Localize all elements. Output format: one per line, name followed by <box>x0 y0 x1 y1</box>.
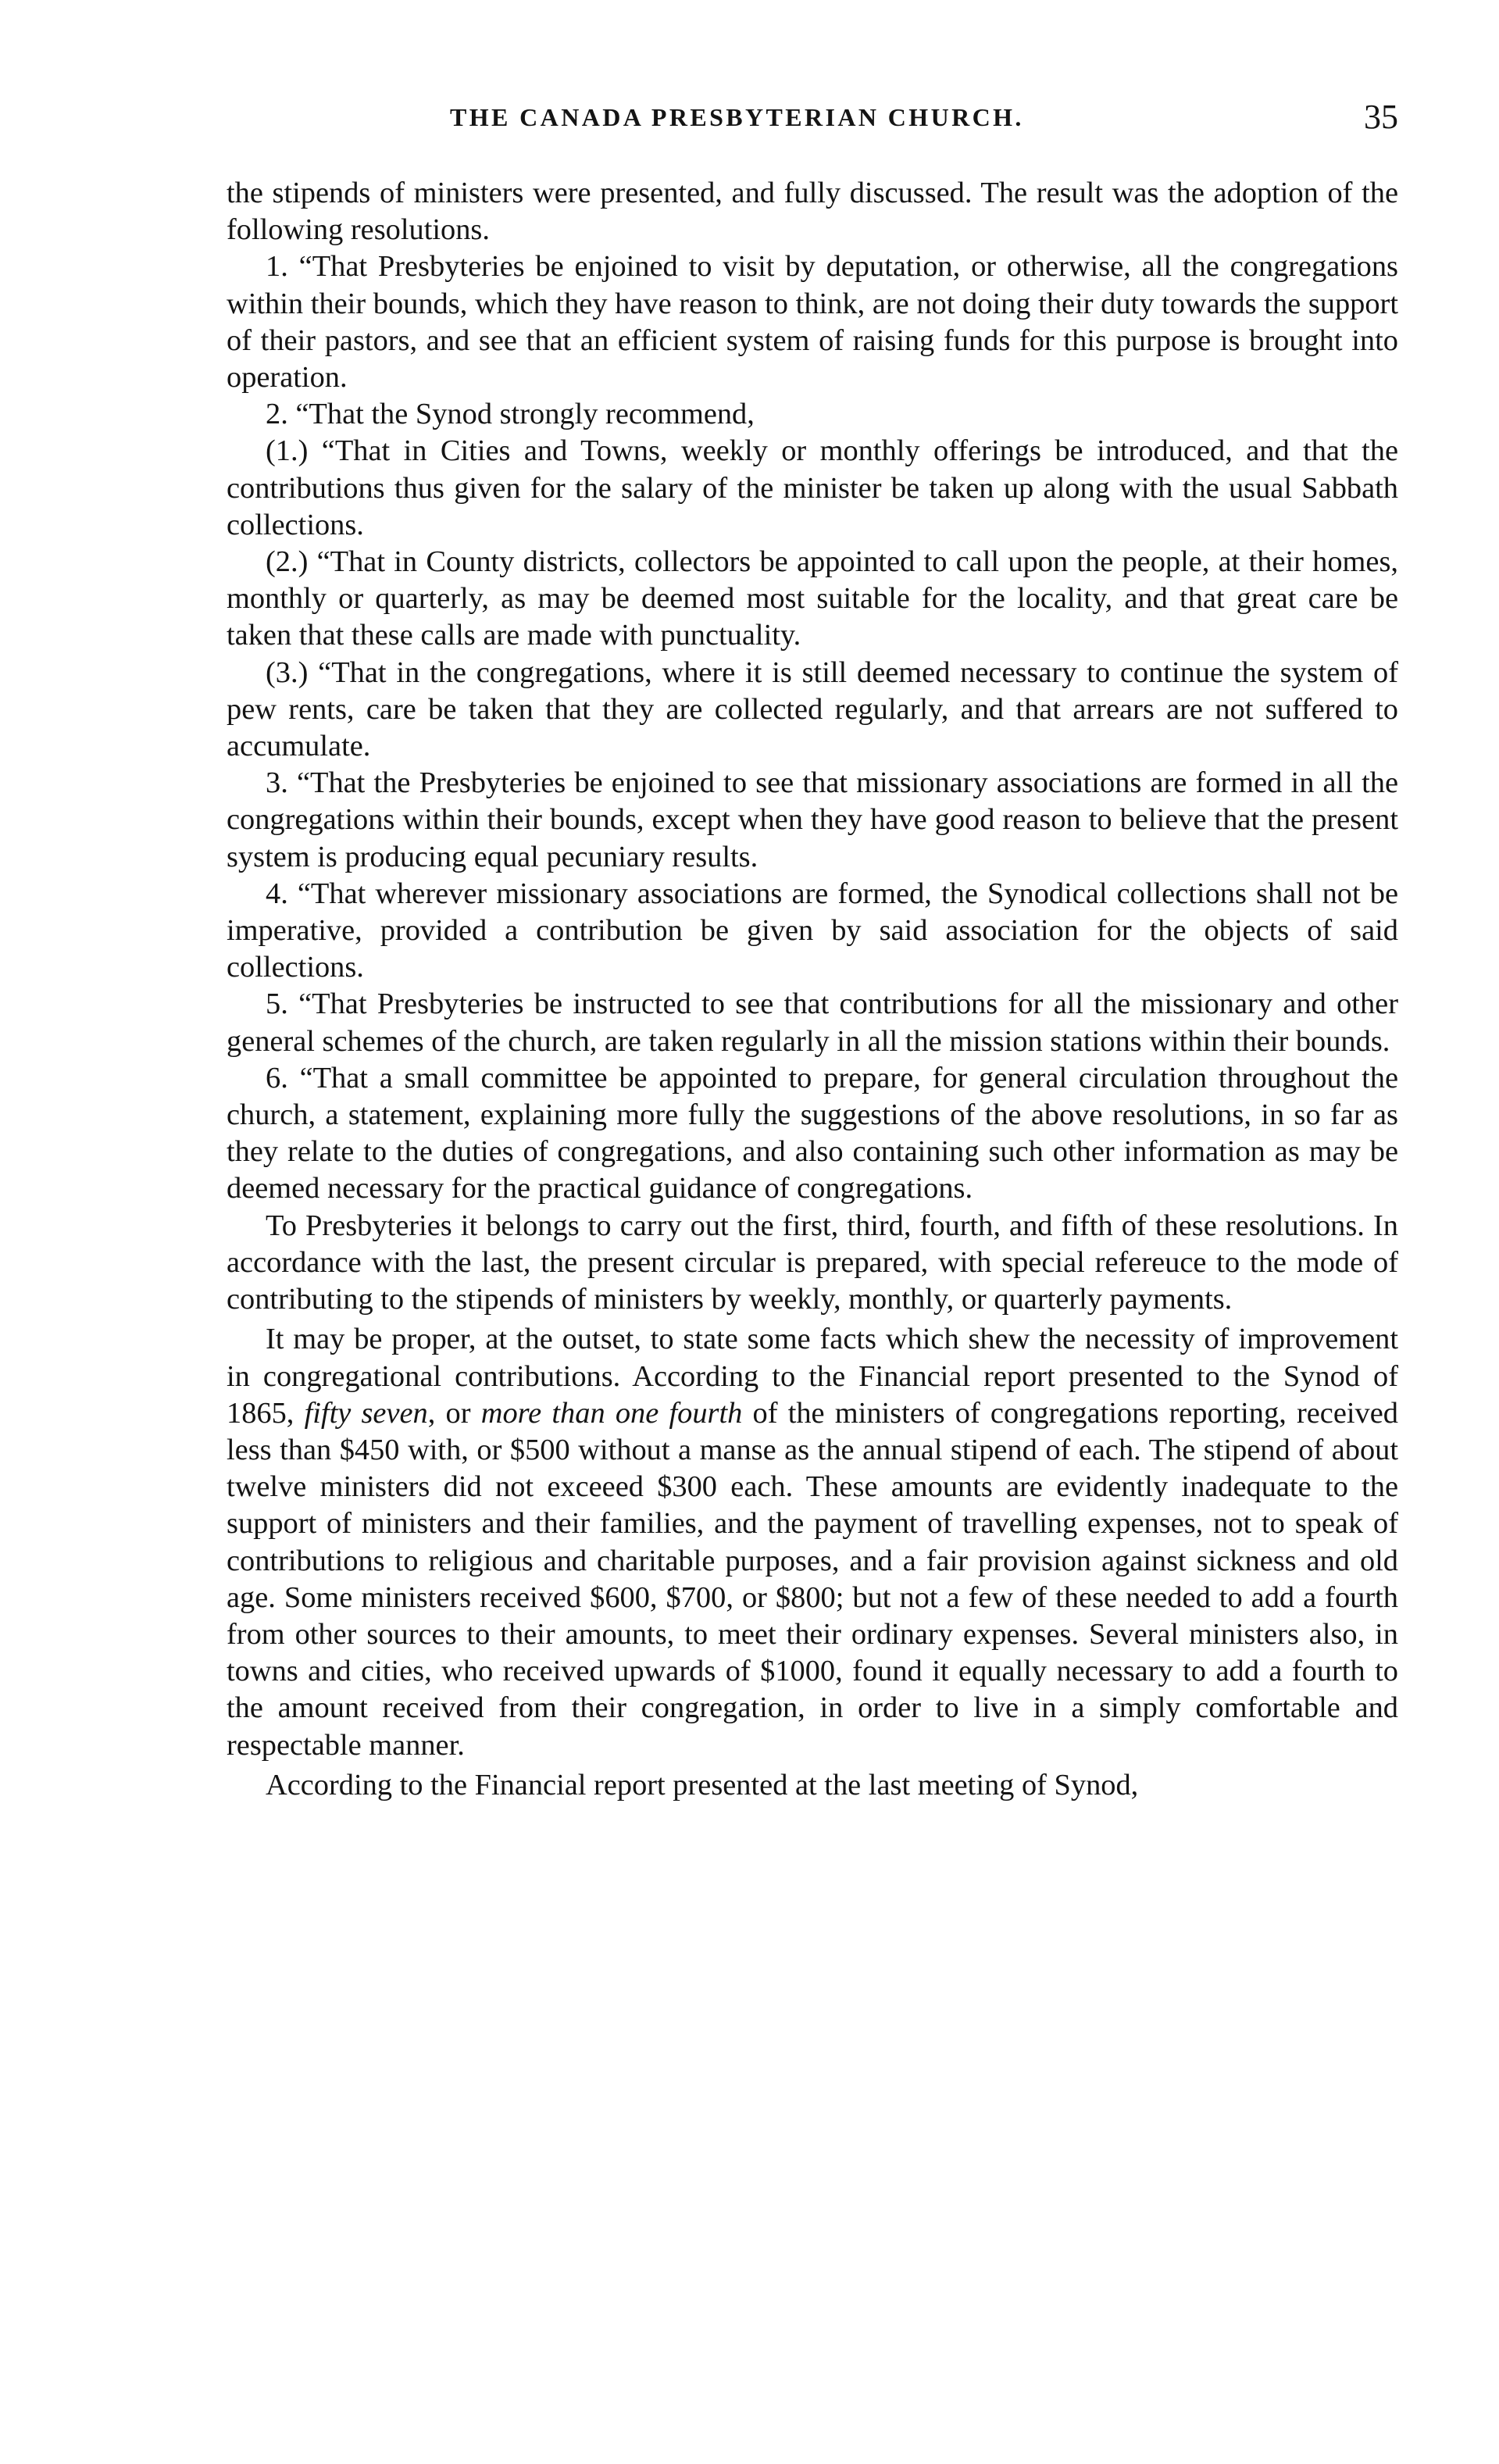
page-number: 35 <box>1364 98 1398 136</box>
paragraph-last-meeting: According to the Financial report presented at the last meeting of Synod, <box>266 1768 1139 1802</box>
page-header <box>227 97 1398 144</box>
paragraph-intro: the stipends of ministers were presented, and fully discussed. The result was the adoption of the following resolutions. <box>227 177 1398 247</box>
resolution-1: 1. “That Presbyteries be enjoined to visit by deputation, or otherwise, all the congregations within their bounds, which they have reason to think, are not doing their duty towards the support of their pastors, and see that an efficient system of raising funds for this purpose is brought into operation. <box>227 250 1398 395</box>
paragraph-financial-report-1865 <box>227 1321 1398 1763</box>
resolution-2-sub-3: (3.) “That in the congregations, where it is still deemed necessary to continue the system of pew rents, care be taken that they are collected regularly, and that arrears are not suffered to accumulate. <box>227 655 1398 763</box>
emphasis-fifty-seven: fifty seven <box>304 1396 428 1430</box>
resolution-4: 4. “That wherever missionary associations are formed, the Synodical collections shall not be imperative, provided a contribution be given by said association for the objects of said collections. <box>227 877 1398 984</box>
resolution-2: 2. “That the Synod strongly recommend, <box>266 398 755 431</box>
running-head: THE CANADA PRESBYTERIAN CHURCH. <box>450 103 1024 131</box>
paragraph-text-part: , or <box>427 1396 481 1430</box>
body-text <box>227 175 1398 1804</box>
paragraph-presbyteries: To Presbyteries it belongs to carry out the first, third, fourth, and fifth of these resolutions. In accordance with the last, the present circular is prepared, with special refereuce to the mode of contributing to the stipends of ministers by weekly, monthly, or quarterly payments. <box>227 1209 1398 1316</box>
resolution-2-sub-1: (1.) “That in Cities and Towns, weekly or monthly offerings be introduced, and that the contributions thus given for the salary of the minister be taken up along with the usual Sabbath collections. <box>227 434 1398 541</box>
paragraph-text-part: It may be proper, at the outset, to state some facts which shew the necessity of improvement in congregational contributions. According to the Financial report presented to the Synod of 1865, <box>227 1323 1398 1430</box>
resolution-2-sub-2: (2.) “That in County districts, collectors be appointed to call upon the people, at their homes, monthly or quarterly, as may be deemed most suitable for the locality, and that great care be taken that these calls are made with punctuality. <box>227 545 1398 652</box>
paragraph-text-part: of the ministers of congregations reporting, received less than $450 with, or $500 without a manse as the annual stipend of each. The stipend of about twelve ministers did not exceeed $300 each. These amounts are evidently inadequate to the support of ministers and their families, and the payment of travelling expenses, not to speak of contributions to religious and charitable purposes, and a fair provision against sickness and old age. Some ministers received $600, $700, or $800; but not a few of these needed to add a fourth from other sources to their amounts, to meet their ordinary expenses. Several ministers also, in towns and cities, who received upwards of $1000, found it equally necessary to add a fourth to the amount received from their congregation, in order to live in a simply comfortable and respectable manner. <box>227 1396 1398 1762</box>
resolution-6: 6. “That a small committee be appointed to prepare, for general circulation throughout the church, a statement, explaining more fully the suggestions of the above resolutions, in so far as they relate to the duties of congregations, and also containing such other information as may be deemed necessary for the practical guidance of congregations. <box>227 1061 1398 1205</box>
resolution-5: 5. “That Presbyteries be instructed to see that contributions for all the missionary and other general schemes of the church, are taken regularly in all the mission stations within their bounds. <box>227 987 1398 1058</box>
resolution-3: 3. “That the Presbyteries be enjoined to see that missionary associations are formed in all the congregations within their bounds, except when they have good reason to believe that the present system is producing equal pecuniary results. <box>227 766 1398 873</box>
emphasis-more-than-one-fourth: more than one fourth <box>480 1396 743 1430</box>
